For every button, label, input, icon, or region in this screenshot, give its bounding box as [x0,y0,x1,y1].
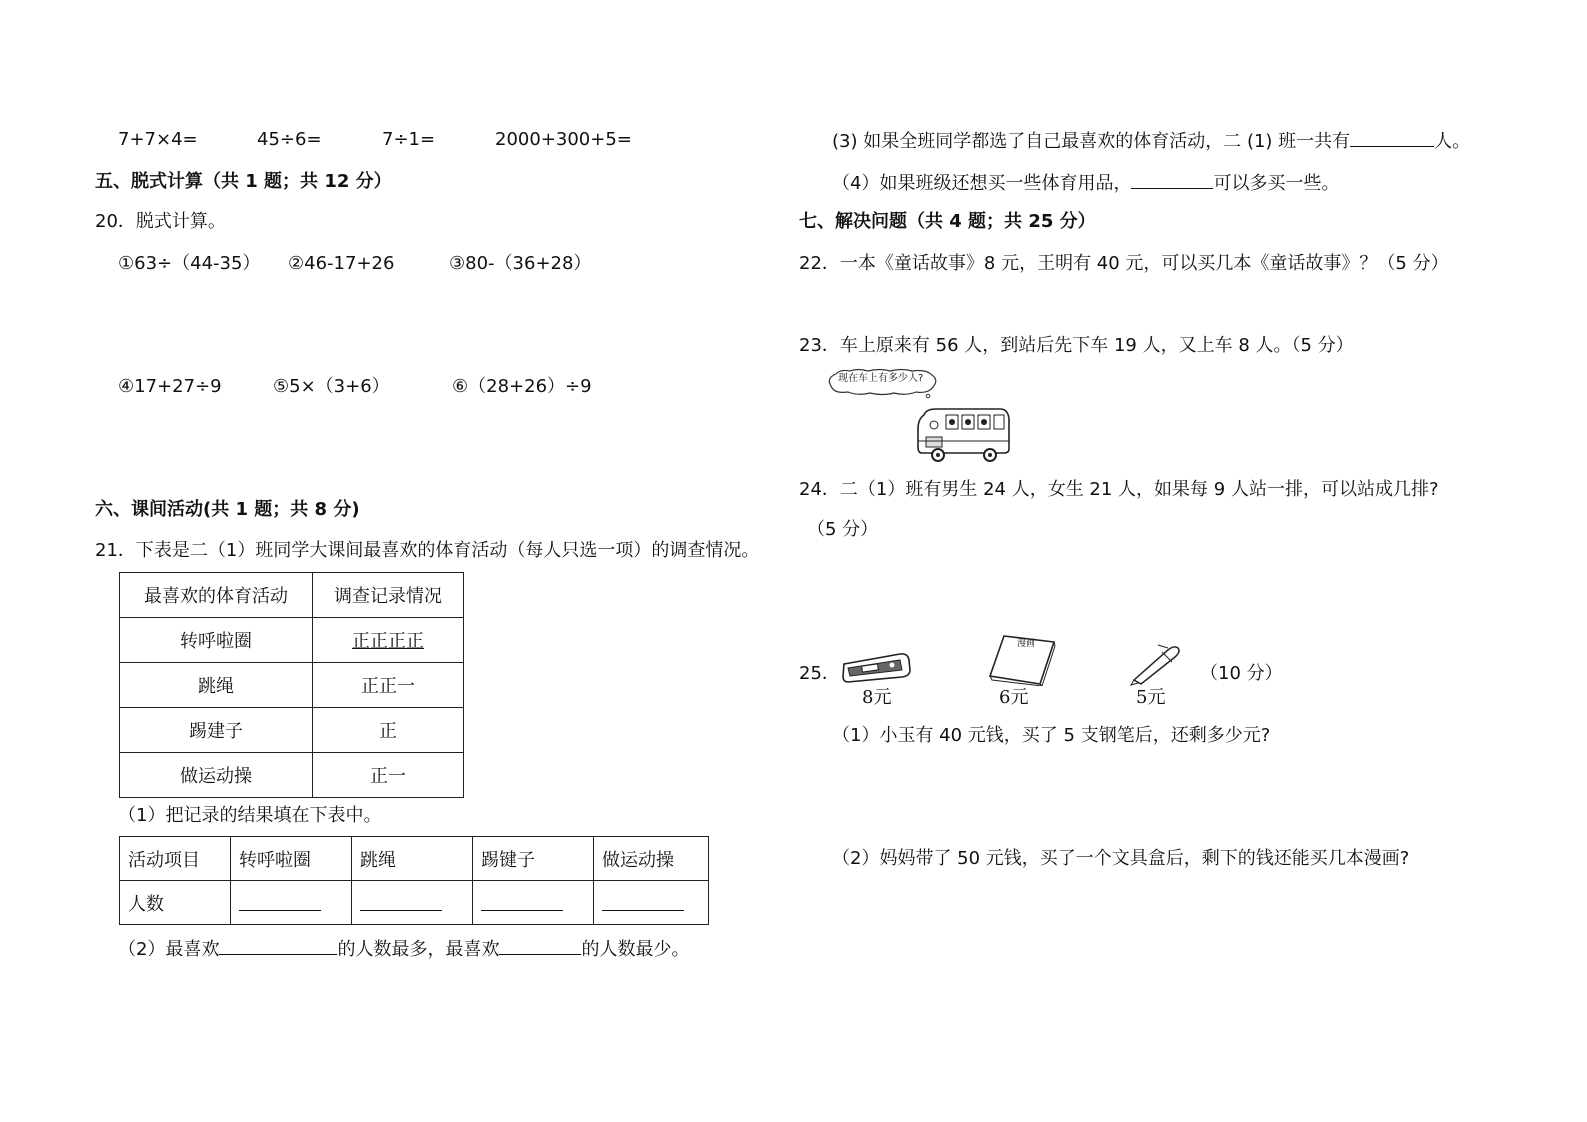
q20-item-4: ④17+27÷9 [118,376,222,397]
table-cell: 跳绳 [120,663,313,708]
answer-blank[interactable] [1131,170,1213,189]
question-22: 22．一本《童话故事》8 元，王明有 40 元，可以买几本《童话故事》？（5 分） [799,253,1449,274]
table-header: 活动项目 [120,837,231,881]
question-20: 20．脱式计算。 [95,211,226,232]
section-5-title: 五、脱式计算（共 1 题；共 12 分） [95,171,392,192]
question-25: 25． [799,663,840,684]
bubble-text: 现在车上有多少人? [838,373,924,384]
table-row [120,663,464,708]
survey-table [119,572,464,798]
answer-blank[interactable] [219,936,337,955]
q20-item-5: ⑤5×（3+6） [273,376,390,397]
table-cell: 正 [313,708,464,753]
q21-part-4: （4）如果班级还想买一些体育用品， 可以多买一些。 [832,170,1339,196]
oral-calc-3: 7÷1= [382,129,436,150]
table-row [120,708,464,753]
section-6-title: 六、课间活动(共 1 题；共 8 分) [95,499,360,520]
table-header: 做运动操 [594,837,709,881]
table-cell: 做运动操 [120,753,313,798]
q21-part-1: （1）把记录的结果填在下表中。 [118,805,382,826]
q25-part-2: （2）妈妈带了 50 元钱，买了一个文具盒后，剩下的钱还能买几本漫画? [832,848,1410,869]
table-header: 调查记录情况 [313,573,464,618]
oral-calc-2: 45÷6= [257,129,322,150]
q20-item-3: ③80-（36+28） [449,253,592,274]
table-cell: 人数 [120,881,231,925]
table-cell: 转呼啦圈 [120,618,313,663]
answer-blank[interactable] [231,881,352,925]
table-row [120,753,464,798]
table-header: 转呼啦圈 [231,837,352,881]
q21-part-2: （2）最喜欢 的人数最多，最喜欢 的人数最少。 [118,936,689,962]
comic-book-label: 漫画 [1017,639,1036,649]
table-header: 最喜欢的体育活动 [120,573,313,618]
table-cell: 正一 [313,753,464,798]
table-cell: 正正一 [313,663,464,708]
answer-blank[interactable] [499,936,581,955]
oral-calc-1: 7+7×4= [118,129,198,150]
answer-blank[interactable] [473,881,594,925]
q21-part-3: (3) 如果全班同学都选了自己最喜欢的体育活动，二 (1) 班一共有 人。 [832,128,1470,154]
pencil-case-price: 8元 [862,687,892,708]
q20-item-2: ②46-17+26 [288,253,395,274]
answer-blank[interactable] [1350,128,1434,147]
answer-blank[interactable] [352,881,473,925]
answer-blank[interactable] [594,881,709,925]
q25-part-1: （1）小玉有 40 元钱，买了 5 支钢笔后，还剩多少元? [832,725,1271,746]
table-cell: 正正正正 [313,618,464,663]
pen-icon [1128,642,1182,686]
question-25-score: （10 分） [1200,663,1283,684]
table-row [120,881,709,925]
table-row [120,618,464,663]
bus-icon [916,407,1012,465]
question-24-score: （5 分） [807,519,879,540]
pen-price: 5元 [1136,687,1166,708]
oral-calc-4: 2000+300+5= [495,129,632,150]
result-table [119,836,709,925]
pencil-case-icon [840,650,912,686]
comic-book-price: 6元 [999,687,1029,708]
q20-item-6: ⑥（28+26）÷9 [452,376,592,397]
table-header: 跳绳 [352,837,473,881]
question-21: 21．下表是二（1）班同学大课间最喜欢的体育活动（每人只选一项）的调查情况。 [95,540,760,561]
question-24: 24．二（1）班有男生 24 人，女生 21 人，如果每 9 人站一排，可以站成几排? [799,479,1439,500]
section-7-title: 七、解决问题（共 4 题；共 25 分） [799,211,1096,232]
q20-item-1: ①63÷（44-35） [118,253,261,274]
table-header: 踢键子 [473,837,594,881]
question-23: 23．车上原来有 56 人，到站后先下车 19 人，又上车 8 人。（5 分） [799,335,1354,356]
table-cell: 踢建子 [120,708,313,753]
